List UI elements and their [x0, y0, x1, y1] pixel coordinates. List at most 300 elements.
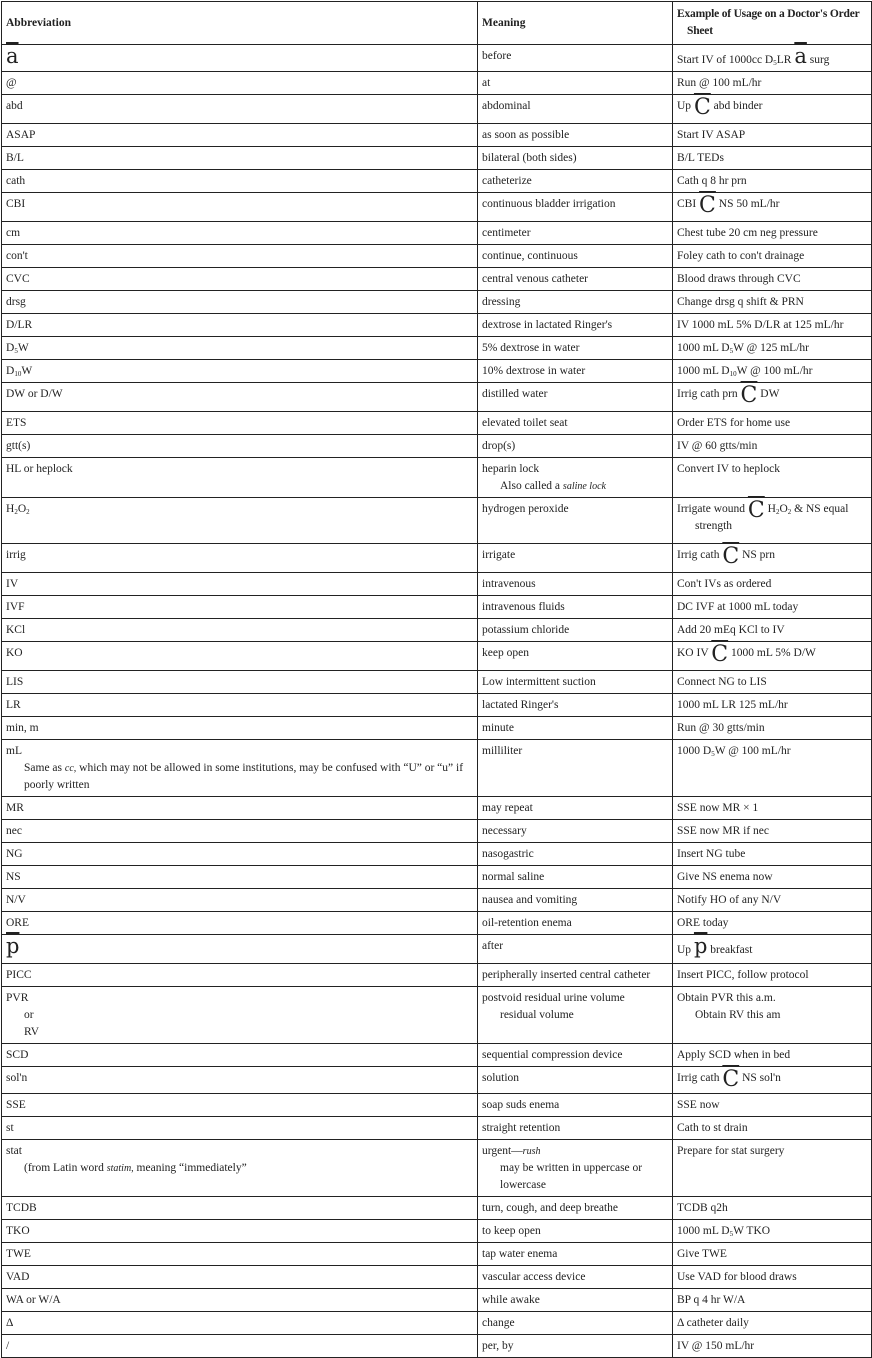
- abbreviation-text: TKO: [6, 1225, 30, 1237]
- example-cell: [673, 1266, 872, 1289]
- table-row: [2, 573, 872, 596]
- note-text: Same as: [24, 762, 65, 774]
- example-cell: [673, 694, 872, 717]
- abbreviation-text: nec: [6, 825, 22, 837]
- abbreviations-table: [1, 1, 872, 1358]
- with-symbol-icon: $\overline{C}$: [740, 383, 758, 408]
- with-symbol-icon: $\overline{C}$: [699, 193, 716, 218]
- abbreviation-text: TCDB: [6, 1202, 37, 1214]
- example-text: Start IV ASAP: [677, 129, 746, 141]
- with-symbol-icon: $\overline{C}$: [747, 498, 765, 523]
- table-row: [2, 1220, 872, 1243]
- example-text: 1000 mL 5% D/W: [728, 647, 816, 659]
- example-cell: [673, 1312, 872, 1335]
- example-text: Blood draws through CVC: [677, 273, 801, 285]
- meaning-cell: [478, 740, 673, 797]
- example-subscript: 5: [729, 1230, 734, 1238]
- with-symbol-icon: $\overline{C}$: [711, 642, 729, 667]
- abbreviation-text: TWE: [6, 1248, 31, 1260]
- example-cell: [673, 820, 872, 843]
- abbreviation-text: st: [6, 1122, 14, 1134]
- abbreviation-cell: [2, 671, 478, 694]
- abbreviation-cell: [2, 193, 478, 222]
- example-cell: [673, 935, 872, 964]
- abbreviation-cell: [2, 458, 478, 498]
- meaning-text: distilled water: [482, 388, 548, 400]
- table-row: [2, 987, 872, 1044]
- abbreviation-cell: [2, 964, 478, 987]
- meaning-cell: [478, 671, 673, 694]
- example-text: Use VAD for blood draws: [677, 1271, 797, 1283]
- example-text: IV @ 60 gtts/min: [677, 440, 758, 452]
- table-row: [2, 95, 872, 124]
- note-emphasis: cc,: [64, 763, 77, 774]
- abbreviation-text: /: [6, 1340, 10, 1352]
- with-symbol-icon: $\overline{C}$: [722, 544, 740, 569]
- abbreviation-cell: [2, 573, 478, 596]
- abbreviation-text: NG: [6, 848, 23, 860]
- abbreviation-cell: [2, 987, 478, 1044]
- meaning-cell: [478, 1289, 673, 1312]
- abbreviation-subscript: 5: [14, 347, 18, 355]
- abbreviation-text: IVF: [6, 601, 25, 613]
- example-text: CBI: [677, 198, 700, 210]
- abbreviation-cell: [2, 314, 478, 337]
- abbreviation-text: @: [6, 77, 17, 89]
- meaning-text: bilateral (both sides): [482, 152, 577, 164]
- abbreviation-line: RV: [24, 1026, 40, 1038]
- table-row: [2, 1289, 872, 1312]
- abbreviation-cell: [2, 1197, 478, 1220]
- meaning-text: straight retention: [482, 1122, 561, 1134]
- example-text: W @ 100 mL/hr: [736, 365, 813, 377]
- meaning-text: catheterize: [482, 175, 532, 187]
- table-row: [2, 694, 872, 717]
- table-row: [2, 314, 872, 337]
- abbreviation-cell: [2, 797, 478, 820]
- table-row: [2, 1243, 872, 1266]
- table-row: [2, 1067, 872, 1094]
- before-symbol-icon: $\overline{a}$: [794, 44, 807, 68]
- example-text: NS prn: [739, 549, 775, 561]
- meaning-text: change: [482, 1317, 515, 1329]
- example-text: Prepare for stat surgery: [677, 1145, 785, 1157]
- meaning-cell: [478, 458, 673, 498]
- abbreviation-note: [6, 760, 473, 794]
- abbreviation-subscript: 2: [26, 508, 30, 516]
- abbreviation-text: con't: [6, 250, 28, 262]
- meaning-cell: [478, 889, 673, 912]
- meaning-text: oil-retention enema: [482, 917, 572, 929]
- table-row: [2, 544, 872, 573]
- meaning-text: elevated toilet seat: [482, 417, 568, 429]
- table-row: [2, 1266, 872, 1289]
- abbreviation-text: KCl: [6, 624, 26, 636]
- abbreviation-text: LIS: [6, 676, 24, 688]
- meaning-text: turn, cough, and deep breathe: [482, 1202, 619, 1214]
- abbreviation-text: WA or W/A: [6, 1294, 61, 1306]
- abbreviation-text: HL or heplock: [6, 463, 73, 475]
- meaning-text: minute: [482, 722, 514, 734]
- example-text: Cath q 8 hr prn: [677, 175, 747, 187]
- table-row: [2, 458, 872, 498]
- meaning-text: abdominal: [482, 100, 531, 112]
- example-cell: [673, 1335, 872, 1358]
- example-cell: [673, 245, 872, 268]
- abbreviation-symbol-icon: $\overline{a}$: [6, 44, 19, 68]
- example-cell: [673, 1289, 872, 1312]
- example-cell: [673, 1044, 872, 1067]
- meaning-text: dressing: [482, 296, 521, 308]
- meaning-cell: [478, 124, 673, 147]
- example-text: Irrig cath: [677, 1072, 723, 1084]
- abbreviation-text: D/LR: [6, 319, 33, 331]
- meaning-text: may repeat: [482, 802, 533, 814]
- table-row: [2, 124, 872, 147]
- meaning-cell: [478, 987, 673, 1044]
- table-row: [2, 1044, 872, 1067]
- example-cell: [673, 596, 872, 619]
- meaning-cell: [478, 596, 673, 619]
- example-cell: [673, 573, 872, 596]
- abbreviation-subscript: 10: [14, 370, 22, 378]
- example-cell: [673, 889, 872, 912]
- example-text: W @ 125 mL/hr: [733, 342, 809, 354]
- example-text: Cath to st drain: [677, 1122, 748, 1134]
- abbreviation-text: min, m: [6, 722, 39, 734]
- example-text: Chest tube 20 cm neg pressure: [677, 227, 818, 239]
- abbreviation-cell: [2, 1335, 478, 1358]
- abbreviation-text: N/V: [6, 894, 26, 906]
- abbreviation-cell: [2, 337, 478, 360]
- meaning-text: necessary: [482, 825, 527, 837]
- meaning-text: keep open: [482, 647, 529, 659]
- example-cell: [673, 671, 872, 694]
- abbreviation-cell: [2, 1312, 478, 1335]
- abbreviation-cell: [2, 1067, 478, 1094]
- meaning-text: heparin lock: [482, 463, 540, 475]
- example-cell: [673, 717, 872, 740]
- header-abbreviation: Abbreviation: [2, 2, 478, 45]
- meaning-cell: [478, 435, 673, 458]
- abbreviation-cell: [2, 1140, 478, 1197]
- meaning-emphasis: rush: [522, 1146, 541, 1157]
- abbreviation-text: PVR: [6, 992, 29, 1004]
- meaning-text: nausea and vomiting: [482, 894, 578, 906]
- meaning-text: central venous catheter: [482, 273, 588, 285]
- example-cell: [673, 435, 872, 458]
- example-text: H: [764, 503, 776, 515]
- table-row: [2, 866, 872, 889]
- example-text: NS 50 mL/hr: [715, 198, 780, 210]
- example-cell: [673, 124, 872, 147]
- abbreviation-note: [6, 1160, 473, 1177]
- abbreviation-cell: [2, 642, 478, 671]
- meaning-cell: [478, 291, 673, 314]
- example-subscript: 10: [729, 370, 737, 378]
- example-cell: [673, 360, 872, 383]
- meaning-cell: [478, 45, 673, 72]
- abbreviation-cell: [2, 820, 478, 843]
- example-cell: [673, 337, 872, 360]
- header-example-line1: Example of Usage on a Doctor's Order: [677, 8, 860, 20]
- example-text: Obtain PVR this a.m.: [677, 992, 776, 1004]
- meaning-text: soap suds enema: [482, 1099, 560, 1111]
- with-symbol-icon: $\overline{C}$: [722, 1067, 740, 1092]
- example-cell: [673, 544, 872, 573]
- example-text: breakfast: [707, 944, 753, 956]
- example-cell: [673, 45, 872, 72]
- meaning-text: while awake: [482, 1294, 540, 1306]
- table-row: [2, 1197, 872, 1220]
- abbreviation-line: or: [24, 1009, 34, 1021]
- abbreviation-text: KO: [6, 647, 23, 659]
- meaning-text: before: [482, 50, 512, 62]
- example-subscript: 5: [773, 59, 777, 67]
- example-cell: [673, 458, 872, 498]
- table-row: [2, 889, 872, 912]
- example-cell: [673, 642, 872, 671]
- abbreviation-text: W: [21, 365, 33, 377]
- meaning-cell: [478, 843, 673, 866]
- abbreviation-text: MR: [6, 802, 24, 814]
- example-cell: [673, 843, 872, 866]
- meaning-text: tap water enema: [482, 1248, 558, 1260]
- table-row: [2, 596, 872, 619]
- meaning-text: continue, continuous: [482, 250, 578, 262]
- abbreviation-cell: [2, 45, 478, 72]
- example-text: Give TWE: [677, 1248, 727, 1260]
- example-text: Up: [677, 100, 694, 112]
- example-text: Connect NG to LIS: [677, 676, 767, 688]
- example-cell: [673, 170, 872, 193]
- note-text: which may not be allowed in some institutions, may be confused with “U” or “u” if poorly written: [24, 762, 464, 791]
- abbreviation-cell: [2, 866, 478, 889]
- meaning-text: drop(s): [482, 440, 516, 452]
- meaning-text: centimeter: [482, 227, 531, 239]
- table-row: [2, 619, 872, 642]
- abbreviation-cell: [2, 245, 478, 268]
- meaning-cell: [478, 1266, 673, 1289]
- note-emphasis: statim,: [106, 1163, 134, 1174]
- abbreviation-symbol-icon: $\overline{p}$: [6, 934, 20, 958]
- meaning-cell: [478, 717, 673, 740]
- example-text: Irrigate wound: [677, 503, 748, 515]
- example-cell: [673, 498, 872, 544]
- meaning-line: residual volume: [500, 1009, 574, 1021]
- abbreviation-cell: [2, 935, 478, 964]
- abbreviation-text: O: [17, 503, 27, 515]
- table-row: [2, 72, 872, 95]
- example-text: LR: [776, 54, 795, 66]
- abbreviation-text: NS: [6, 871, 21, 883]
- abbreviation-text: H: [6, 503, 15, 515]
- table-row: [2, 797, 872, 820]
- example-cell: [673, 268, 872, 291]
- meaning-cell: [478, 544, 673, 573]
- example-line: Obtain RV this am: [695, 1009, 781, 1021]
- abbreviation-text: D: [6, 365, 15, 377]
- example-text: Give NS enema now: [677, 871, 773, 883]
- abbreviation-text: drsg: [6, 296, 26, 308]
- meaning-cell: [478, 642, 673, 671]
- abbreviation-cell: [2, 124, 478, 147]
- example-cell: [673, 740, 872, 797]
- after-symbol-icon: $\overline{p}$: [693, 934, 708, 958]
- meaning-cell: [478, 1117, 673, 1140]
- example-text: SSE now: [677, 1099, 720, 1111]
- abbreviation-cell: [2, 412, 478, 435]
- example-text: ORE today: [677, 917, 729, 929]
- abbreviation-cell: [2, 740, 478, 797]
- abbreviation-text: PICC: [6, 969, 32, 981]
- table-row: [2, 1312, 872, 1335]
- abbreviation-cell: [2, 170, 478, 193]
- meaning-text: lactated Ringer's: [482, 699, 559, 711]
- example-text: TCDB q2h: [677, 1202, 728, 1214]
- abbreviation-text: Δ: [6, 1317, 14, 1329]
- abbreviation-text: W: [17, 342, 29, 354]
- meaning-text: peripherally inserted central catheter: [482, 969, 651, 981]
- abbreviation-cell: [2, 912, 478, 935]
- example-text: W @ 100 mL/hr: [714, 745, 791, 757]
- table-row: [2, 1117, 872, 1140]
- abbreviation-cell: [2, 1243, 478, 1266]
- example-cell: [673, 1243, 872, 1266]
- note-text: meaning “immediately”: [133, 1162, 247, 1174]
- abbreviation-text: SSE: [6, 1099, 26, 1111]
- meaning-cell: [478, 360, 673, 383]
- example-text: KO IV: [677, 647, 712, 659]
- abbreviation-text: LR: [6, 699, 21, 711]
- abbreviation-cell: [2, 889, 478, 912]
- meaning-cell: [478, 268, 673, 291]
- example-text: SSE now MR × 1: [677, 802, 759, 814]
- abbreviation-cell: [2, 596, 478, 619]
- meaning-text: milliliter: [482, 745, 523, 757]
- example-text: Con't IVs as ordered: [677, 578, 772, 590]
- example-text: IV @ 150 mL/hr: [677, 1340, 755, 1352]
- example-text: Apply SCD when in bed: [677, 1049, 791, 1061]
- example-subscript: 5: [729, 347, 734, 355]
- example-text: & NS equal: [791, 503, 849, 515]
- header-meaning: Meaning: [478, 2, 673, 45]
- example-text: B/L TEDs: [677, 152, 724, 164]
- table-row: [2, 820, 872, 843]
- example-text: W TKO: [733, 1225, 771, 1237]
- abbreviation-cell: [2, 544, 478, 573]
- example-cell: [673, 619, 872, 642]
- meaning-text: hydrogen peroxide: [482, 503, 569, 515]
- header-example-line2: Sheet: [687, 25, 713, 37]
- abbreviation-text: IV: [6, 578, 19, 590]
- meaning-text: nasogastric: [482, 848, 534, 860]
- header-example: [673, 2, 872, 45]
- meaning-text: normal saline: [482, 871, 545, 883]
- table-row: [2, 671, 872, 694]
- example-cell: [673, 1117, 872, 1140]
- example-text: Convert IV to heplock: [677, 463, 780, 475]
- abbreviation-text: cath: [6, 175, 26, 187]
- meaning-cell: [478, 694, 673, 717]
- meaning-text: postvoid residual urine volume: [482, 992, 625, 1004]
- example-text: Irrig cath prn: [677, 388, 741, 400]
- example-cell: [673, 383, 872, 412]
- table-row: [2, 360, 872, 383]
- table-row: [2, 498, 872, 544]
- meaning-cell: [478, 1094, 673, 1117]
- meaning-cell: [478, 72, 673, 95]
- meaning-cell: [478, 147, 673, 170]
- meaning-cell: [478, 964, 673, 987]
- example-text: SSE now MR if nec: [677, 825, 769, 837]
- meaning-text: sequential compression device: [482, 1049, 623, 1061]
- table-row: [2, 193, 872, 222]
- abbreviation-cell: [2, 72, 478, 95]
- example-cell: [673, 1197, 872, 1220]
- meaning-text: vascular access device: [482, 1271, 586, 1283]
- abbreviation-text: gtt(s): [6, 440, 31, 452]
- abbreviation-cell: [2, 435, 478, 458]
- meaning-cell: [478, 619, 673, 642]
- example-cell: [673, 72, 872, 95]
- table-row: [2, 245, 872, 268]
- meaning-cell: [478, 1140, 673, 1197]
- abbreviation-text: ETS: [6, 417, 27, 429]
- example-text: 1000 mL LR 125 mL/hr: [677, 699, 788, 711]
- meaning-text: potassium chloride: [482, 624, 570, 636]
- note-text: Also called a: [500, 480, 563, 492]
- meaning-text: to keep open: [482, 1225, 541, 1237]
- meaning-text: at: [482, 77, 491, 89]
- meaning-text: intravenous fluids: [482, 601, 565, 613]
- abbreviation-cell: [2, 147, 478, 170]
- abbreviation-text: abd: [6, 100, 23, 112]
- meaning-cell: [478, 95, 673, 124]
- example-subscript: 5: [711, 750, 715, 758]
- example-cell: [673, 987, 872, 1044]
- meaning-cell: [478, 1243, 673, 1266]
- meaning-cell: [478, 383, 673, 412]
- example-text: Δ catheter daily: [677, 1317, 749, 1329]
- abbreviation-cell: [2, 1044, 478, 1067]
- with-symbol-icon: $\overline{C}$: [693, 95, 711, 120]
- example-cell: [673, 797, 872, 820]
- example-cell: [673, 964, 872, 987]
- abbreviation-cell: [2, 222, 478, 245]
- meaning-cell: [478, 337, 673, 360]
- abbreviation-cell: [2, 95, 478, 124]
- example-text: 1000 D: [677, 745, 712, 757]
- example-text: Notify HO of any N/V: [677, 894, 782, 906]
- example-text: DC IVF at 1000 mL today: [677, 601, 799, 613]
- meaning-cell: [478, 170, 673, 193]
- example-text: 1000 mL D: [677, 342, 730, 354]
- abbreviation-text: CBI: [6, 198, 26, 210]
- meaning-text: 5% dextrose in water: [482, 342, 580, 354]
- abbreviation-text: D: [6, 342, 15, 354]
- example-text: BP q 4 hr W/A: [677, 1294, 746, 1306]
- meaning-text: irrigate: [482, 549, 516, 561]
- example-text: Run @ 30 gtts/min: [677, 722, 765, 734]
- meaning-text: intravenous: [482, 578, 536, 590]
- meaning-text: urgent—: [482, 1145, 523, 1157]
- table-header-row: [2, 2, 872, 45]
- meaning-text: per, by: [482, 1340, 514, 1352]
- example-text: O: [779, 503, 788, 515]
- abbreviation-cell: [2, 843, 478, 866]
- abbreviation-cell: [2, 619, 478, 642]
